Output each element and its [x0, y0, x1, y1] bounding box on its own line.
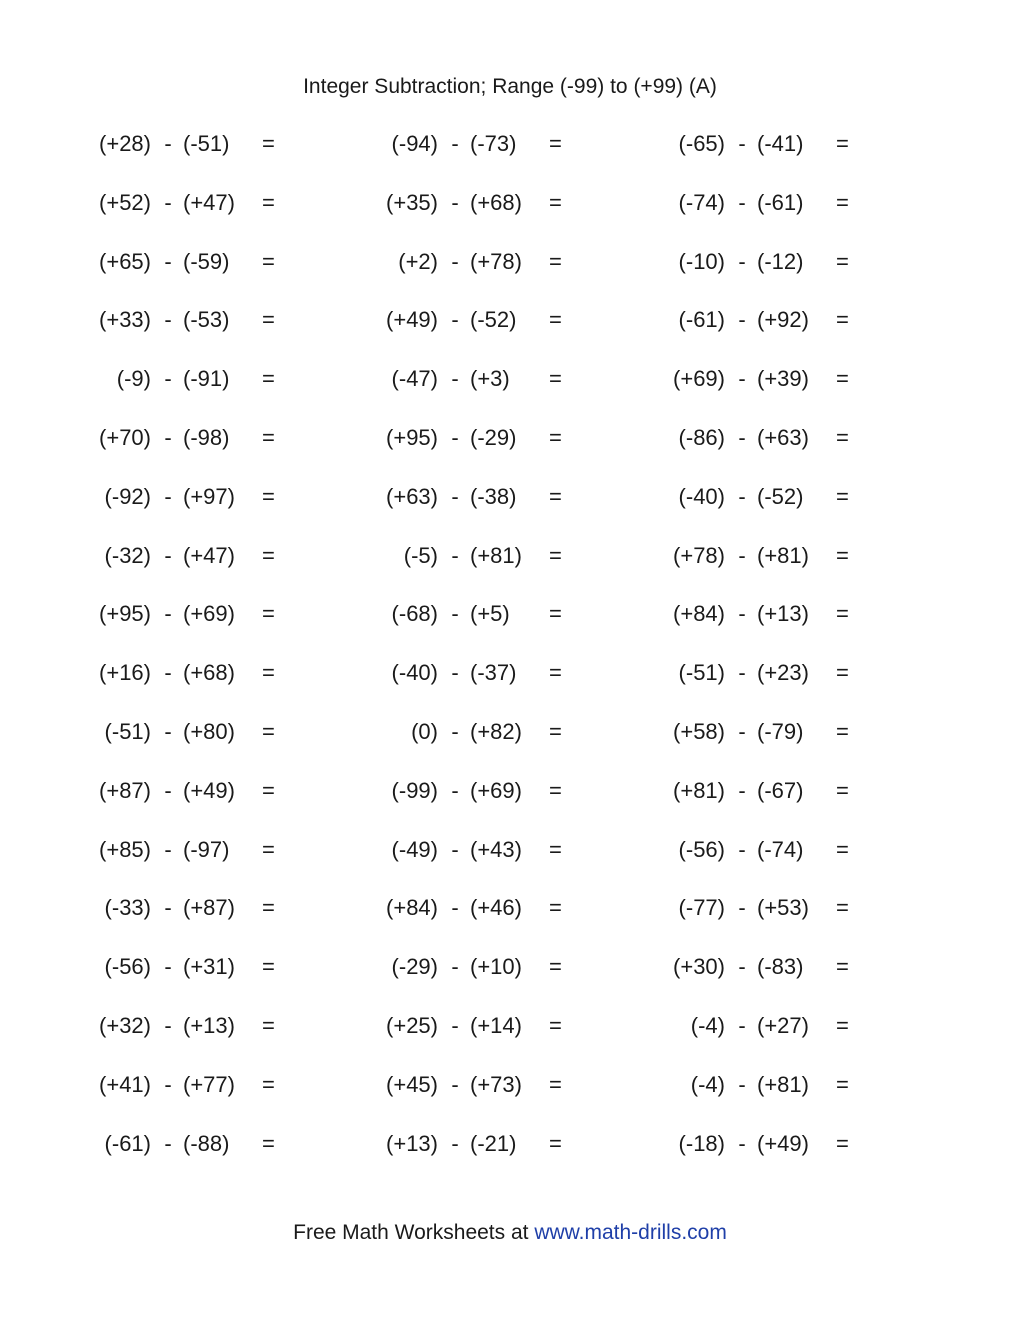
equals-sign: = — [549, 189, 562, 215]
minuend: (-18) — [678, 1130, 725, 1156]
minus-sign: - — [738, 131, 746, 156]
subtrahend: (-73) — [470, 131, 517, 156]
equals-sign: = — [262, 836, 275, 862]
minuend: (-10) — [678, 248, 725, 274]
minus-sign: - — [451, 660, 459, 686]
subtrahend: (-38) — [470, 483, 517, 509]
subtraction-problem — [287, 482, 587, 512]
subtrahend: (+69) — [470, 777, 522, 803]
subtraction-problem — [0, 364, 300, 394]
footer — [0, 1218, 1020, 1248]
subtraction-problem — [574, 1129, 874, 1159]
equals-sign: = — [836, 1012, 849, 1038]
minuend: (+95) — [386, 424, 438, 450]
minuend: (-68) — [391, 601, 438, 627]
minuend: (-77) — [678, 895, 725, 921]
subtraction-problem — [574, 893, 874, 923]
subtraction-problem — [287, 1070, 587, 1100]
equals-sign: = — [262, 1130, 275, 1156]
equals-sign: = — [836, 307, 849, 333]
minus-sign: - — [164, 1012, 172, 1038]
minuend: (-51) — [104, 718, 151, 744]
subtrahend: (+5) — [470, 601, 510, 627]
subtrahend: (-37) — [470, 660, 517, 686]
equals-sign: = — [836, 601, 849, 627]
minus-sign: - — [164, 366, 172, 392]
equals-sign: = — [262, 895, 275, 921]
subtrahend: (-51) — [183, 131, 230, 156]
subtraction-problem — [0, 658, 300, 688]
minus-sign: - — [451, 366, 459, 392]
minus-sign: - — [738, 366, 746, 392]
minuend: (+33) — [99, 307, 151, 333]
subtraction-problem — [574, 1011, 874, 1041]
equals-sign: = — [262, 189, 275, 215]
minuend: (-4) — [690, 1012, 725, 1038]
subtrahend: (-52) — [757, 483, 804, 509]
subtraction-problem — [0, 599, 300, 629]
minus-sign: - — [738, 777, 746, 803]
subtrahend: (+13) — [757, 601, 809, 627]
problem-row — [0, 305, 1024, 364]
subtraction-problem — [287, 423, 587, 453]
subtrahend: (+39) — [757, 366, 809, 392]
minuend: (-5) — [403, 542, 438, 568]
subtrahend: (+78) — [470, 248, 522, 274]
subtrahend: (-53) — [183, 307, 230, 333]
minus-sign: - — [451, 895, 459, 921]
subtrahend: (-74) — [757, 836, 804, 862]
subtrahend: (+63) — [757, 424, 809, 450]
problem-row — [0, 1129, 1024, 1188]
minus-sign: - — [738, 1071, 746, 1097]
equals-sign: = — [836, 954, 849, 980]
minus-sign: - — [164, 895, 172, 921]
minuend: (-56) — [104, 954, 151, 980]
problem-row — [0, 247, 1024, 306]
equals-sign: = — [836, 1130, 849, 1156]
equals-sign: = — [836, 718, 849, 744]
minus-sign: - — [164, 660, 172, 686]
subtrahend: (+49) — [757, 1130, 809, 1156]
subtraction-problem — [0, 717, 300, 747]
footer-link[interactable]: www.math-drills.com — [534, 1221, 727, 1244]
subtraction-problem — [0, 423, 300, 453]
minuend: (-99) — [391, 777, 438, 803]
minuend: (0) — [411, 718, 438, 744]
subtrahend: (-59) — [183, 248, 230, 274]
minuend: (-56) — [678, 836, 725, 862]
minus-sign: - — [451, 777, 459, 803]
subtraction-problem — [0, 541, 300, 571]
equals-sign: = — [262, 307, 275, 333]
minus-sign: - — [451, 1130, 459, 1156]
subtrahend: (-97) — [183, 836, 230, 862]
minuend: (-32) — [104, 542, 151, 568]
problem-row — [0, 188, 1024, 247]
equals-sign: = — [836, 189, 849, 215]
minuend: (+78) — [673, 542, 725, 568]
minuend: (+49) — [386, 307, 438, 333]
minus-sign: - — [451, 542, 459, 568]
minus-sign: - — [164, 1130, 172, 1156]
minuend: (+65) — [99, 248, 151, 274]
subtrahend: (+47) — [183, 189, 235, 215]
subtrahend: (+97) — [183, 483, 235, 509]
minuend: (+30) — [673, 954, 725, 980]
subtraction-problem — [574, 541, 874, 571]
subtraction-problem — [574, 305, 874, 335]
equals-sign: = — [836, 1071, 849, 1097]
worksheet-title: Integer Subtraction; Range (-99) to (+99) (A) — [303, 75, 717, 98]
subtrahend: (+14) — [470, 1012, 522, 1038]
problem-row — [0, 952, 1024, 1011]
equals-sign: = — [262, 601, 275, 627]
subtrahend: (-29) — [470, 424, 517, 450]
minus-sign: - — [164, 1071, 172, 1097]
subtrahend: (+53) — [757, 895, 809, 921]
equals-sign: = — [262, 718, 275, 744]
minuend: (-61) — [678, 307, 725, 333]
minuend: (-40) — [678, 483, 725, 509]
minuend: (-49) — [391, 836, 438, 862]
minuend: (-74) — [678, 189, 725, 215]
minuend: (-51) — [678, 660, 725, 686]
subtraction-problem — [287, 599, 587, 629]
problem-row — [0, 1011, 1024, 1070]
minuend: (+28) — [99, 131, 151, 156]
minuend: (+58) — [673, 718, 725, 744]
minuend: (+81) — [673, 777, 725, 803]
subtrahend: (+49) — [183, 777, 235, 803]
equals-sign: = — [836, 248, 849, 274]
minus-sign: - — [451, 954, 459, 980]
equals-sign: = — [836, 777, 849, 803]
equals-sign: = — [549, 1130, 562, 1156]
minuend: (+87) — [99, 777, 151, 803]
problem-grid — [0, 129, 1024, 1187]
subtrahend: (+27) — [757, 1012, 809, 1038]
equals-sign: = — [836, 542, 849, 568]
subtraction-problem — [287, 658, 587, 688]
equals-sign: = — [262, 954, 275, 980]
subtrahend: (+3) — [470, 366, 510, 392]
minuend: (+52) — [99, 189, 151, 215]
minuend: (+25) — [386, 1012, 438, 1038]
subtrahend: (+13) — [183, 1012, 235, 1038]
subtraction-problem — [0, 1011, 300, 1041]
subtrahend: (+47) — [183, 542, 235, 568]
subtrahend: (+77) — [183, 1071, 235, 1097]
subtrahend: (-21) — [470, 1130, 517, 1156]
subtraction-problem — [287, 188, 587, 218]
minus-sign: - — [451, 1071, 459, 1097]
minus-sign: - — [738, 189, 746, 215]
minuend: (+69) — [673, 366, 725, 392]
minus-sign: - — [164, 189, 172, 215]
problem-row — [0, 364, 1024, 423]
problem-row — [0, 423, 1024, 482]
minuend: (-33) — [104, 895, 151, 921]
subtrahend: (+81) — [757, 542, 809, 568]
equals-sign: = — [549, 895, 562, 921]
subtraction-problem — [0, 835, 300, 865]
subtrahend: (+31) — [183, 954, 235, 980]
minus-sign: - — [738, 483, 746, 509]
minus-sign: - — [164, 718, 172, 744]
equals-sign: = — [262, 248, 275, 274]
subtrahend: (-67) — [757, 777, 804, 803]
minuend: (+2) — [398, 248, 438, 274]
minuend: (-61) — [104, 1130, 151, 1156]
minus-sign: - — [738, 895, 746, 921]
minus-sign: - — [451, 718, 459, 744]
equals-sign: = — [836, 836, 849, 862]
minus-sign: - — [738, 601, 746, 627]
subtrahend: (+23) — [757, 660, 809, 686]
equals-sign: = — [549, 542, 562, 568]
subtraction-problem — [287, 717, 587, 747]
minuend: (-94) — [391, 131, 438, 156]
minus-sign: - — [164, 542, 172, 568]
subtraction-problem — [0, 482, 300, 512]
problem-row — [0, 893, 1024, 952]
subtrahend: (+68) — [183, 660, 235, 686]
equals-sign: = — [836, 366, 849, 392]
subtraction-problem — [287, 835, 587, 865]
minuend: (+84) — [673, 601, 725, 627]
minus-sign: - — [738, 660, 746, 686]
equals-sign: = — [836, 131, 849, 156]
subtraction-problem — [0, 776, 300, 806]
subtrahend: (-79) — [757, 718, 804, 744]
minus-sign: - — [738, 718, 746, 744]
equals-sign: = — [549, 836, 562, 862]
minuend: (-92) — [104, 483, 151, 509]
equals-sign: = — [262, 131, 275, 156]
equals-sign: = — [549, 1071, 562, 1097]
minuend: (+45) — [386, 1071, 438, 1097]
subtraction-problem — [574, 129, 874, 159]
subtraction-problem — [574, 364, 874, 394]
problem-row — [0, 599, 1024, 658]
minus-sign: - — [738, 248, 746, 274]
minuend: (+70) — [99, 424, 151, 450]
minus-sign: - — [164, 424, 172, 450]
equals-sign: = — [262, 1071, 275, 1097]
subtraction-problem — [574, 776, 874, 806]
problem-row — [0, 776, 1024, 835]
subtraction-problem — [287, 129, 587, 159]
subtraction-problem — [287, 776, 587, 806]
subtrahend: (-41) — [757, 131, 804, 156]
subtraction-problem — [574, 717, 874, 747]
minus-sign: - — [164, 131, 172, 156]
equals-sign: = — [549, 248, 562, 274]
minus-sign: - — [164, 483, 172, 509]
subtraction-problem — [0, 893, 300, 923]
subtraction-problem — [0, 952, 300, 982]
minus-sign: - — [738, 307, 746, 333]
subtrahend: (-61) — [757, 189, 804, 215]
minuend: (+35) — [386, 189, 438, 215]
subtraction-problem — [287, 1129, 587, 1159]
equals-sign: = — [549, 307, 562, 333]
minuend: (-29) — [391, 954, 438, 980]
subtraction-problem — [0, 1129, 300, 1159]
minuend: (-40) — [391, 660, 438, 686]
subtraction-problem — [574, 835, 874, 865]
minus-sign: - — [451, 601, 459, 627]
minus-sign: - — [738, 836, 746, 862]
subtraction-problem — [287, 305, 587, 335]
subtrahend: (+80) — [183, 718, 235, 744]
equals-sign: = — [549, 424, 562, 450]
equals-sign: = — [262, 660, 275, 686]
subtraction-problem — [287, 893, 587, 923]
problem-row — [0, 541, 1024, 600]
subtraction-problem — [574, 482, 874, 512]
subtrahend: (-12) — [757, 248, 804, 274]
subtraction-problem — [0, 188, 300, 218]
minuend: (-86) — [678, 424, 725, 450]
subtrahend: (+43) — [470, 836, 522, 862]
equals-sign: = — [549, 954, 562, 980]
subtraction-problem — [0, 247, 300, 277]
minus-sign: - — [164, 248, 172, 274]
equals-sign: = — [262, 542, 275, 568]
problem-row — [0, 1070, 1024, 1129]
equals-sign: = — [262, 366, 275, 392]
minus-sign: - — [451, 248, 459, 274]
equals-sign: = — [836, 895, 849, 921]
subtraction-problem — [574, 188, 874, 218]
problem-row — [0, 658, 1024, 717]
minus-sign: - — [451, 424, 459, 450]
minuend: (+63) — [386, 483, 438, 509]
equals-sign: = — [262, 777, 275, 803]
problem-row — [0, 717, 1024, 776]
minus-sign: - — [451, 836, 459, 862]
equals-sign: = — [836, 483, 849, 509]
equals-sign: = — [836, 424, 849, 450]
minuend: (+84) — [386, 895, 438, 921]
subtraction-problem — [574, 952, 874, 982]
subtrahend: (+81) — [757, 1071, 809, 1097]
minus-sign: - — [164, 601, 172, 627]
subtraction-problem — [574, 247, 874, 277]
problem-row — [0, 835, 1024, 894]
equals-sign: = — [262, 1012, 275, 1038]
minus-sign: - — [164, 954, 172, 980]
minuend: (-65) — [678, 131, 725, 156]
equals-sign: = — [549, 483, 562, 509]
minuend: (+13) — [386, 1130, 438, 1156]
subtraction-problem — [0, 1070, 300, 1100]
subtrahend: (+81) — [470, 542, 522, 568]
subtraction-problem — [574, 599, 874, 629]
equals-sign: = — [262, 483, 275, 509]
minuend: (+41) — [99, 1071, 151, 1097]
minuend: (+85) — [99, 836, 151, 862]
problem-row — [0, 129, 1024, 188]
minus-sign: - — [164, 836, 172, 862]
subtraction-problem — [574, 423, 874, 453]
minuend: (+32) — [99, 1012, 151, 1038]
equals-sign: = — [836, 660, 849, 686]
minuend: (-4) — [690, 1071, 725, 1097]
subtraction-problem — [287, 952, 587, 982]
subtrahend: (+73) — [470, 1071, 522, 1097]
minuend: (+95) — [99, 601, 151, 627]
subtrahend: (+46) — [470, 895, 522, 921]
subtraction-problem — [287, 247, 587, 277]
subtrahend: (-98) — [183, 424, 230, 450]
footer-text: Free Math Worksheets at — [293, 1221, 535, 1244]
minus-sign: - — [451, 307, 459, 333]
equals-sign: = — [549, 660, 562, 686]
minuend: (-9) — [116, 366, 151, 392]
subtrahend: (+82) — [470, 718, 522, 744]
minus-sign: - — [451, 483, 459, 509]
minuend: (+16) — [99, 660, 151, 686]
minus-sign: - — [164, 307, 172, 333]
subtraction-problem — [287, 364, 587, 394]
equals-sign: = — [549, 777, 562, 803]
subtrahend: (+87) — [183, 895, 235, 921]
minus-sign: - — [451, 131, 459, 156]
equals-sign: = — [549, 131, 562, 156]
minus-sign: - — [451, 1012, 459, 1038]
equals-sign: = — [262, 424, 275, 450]
subtraction-problem — [574, 658, 874, 688]
subtrahend: (+69) — [183, 601, 235, 627]
minus-sign: - — [451, 189, 459, 215]
equals-sign: = — [549, 366, 562, 392]
equals-sign: = — [549, 718, 562, 744]
subtraction-problem — [0, 305, 300, 335]
minus-sign: - — [738, 1012, 746, 1038]
subtrahend: (-88) — [183, 1130, 230, 1156]
subtrahend: (-83) — [757, 954, 804, 980]
minus-sign: - — [738, 954, 746, 980]
subtrahend: (-91) — [183, 366, 230, 392]
equals-sign: = — [549, 1012, 562, 1038]
subtrahend: (+92) — [757, 307, 809, 333]
minus-sign: - — [738, 1130, 746, 1156]
minus-sign: - — [164, 777, 172, 803]
subtraction-problem — [0, 129, 300, 159]
subtrahend: (+10) — [470, 954, 522, 980]
minuend: (-47) — [391, 366, 438, 392]
subtraction-problem — [574, 1070, 874, 1100]
subtrahend: (-52) — [470, 307, 517, 333]
subtrahend: (+68) — [470, 189, 522, 215]
minus-sign: - — [738, 542, 746, 568]
minus-sign: - — [738, 424, 746, 450]
problem-row — [0, 482, 1024, 541]
equals-sign: = — [549, 601, 562, 627]
subtraction-problem — [287, 1011, 587, 1041]
subtraction-problem — [287, 541, 587, 571]
